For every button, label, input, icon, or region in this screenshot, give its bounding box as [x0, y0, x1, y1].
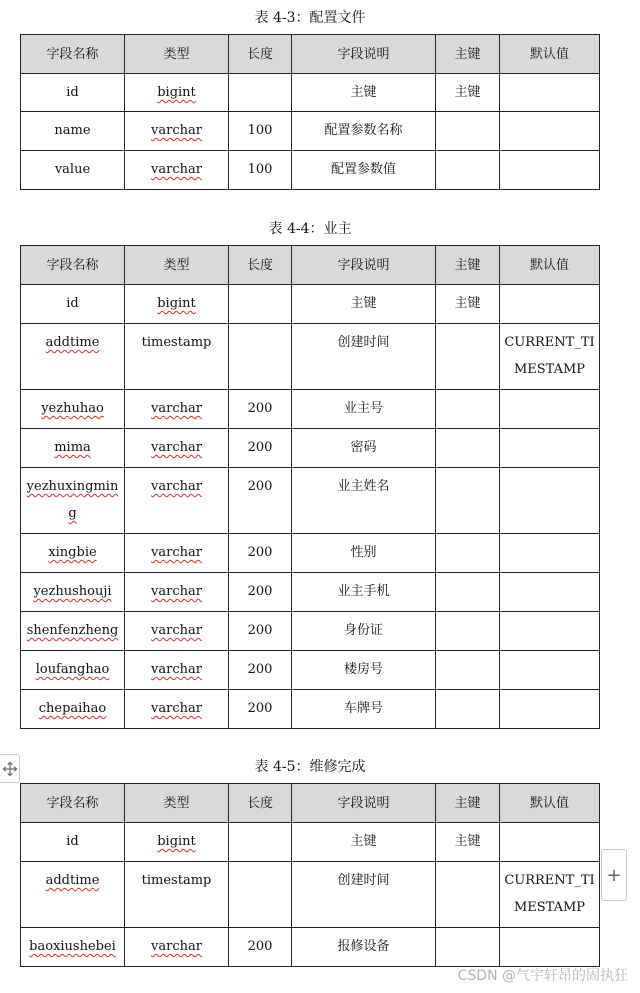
cell-text: 创建时间 — [337, 873, 390, 888]
cell-text: 主键 — [454, 834, 481, 849]
cell-primary-key — [436, 928, 500, 967]
cell-text: 业主手机 — [337, 584, 390, 599]
cell-field-name — [21, 573, 125, 612]
cell-primary-key — [436, 112, 500, 151]
cell-length — [229, 573, 292, 612]
cell-text: 身份证 — [343, 623, 383, 638]
cell-description — [292, 390, 436, 429]
cell-length — [229, 690, 292, 729]
cell-text: addtime — [45, 335, 100, 350]
header-cell-type: 类型 — [125, 784, 229, 823]
cell-text: bigint — [157, 85, 196, 100]
cell-type — [125, 151, 229, 190]
header-cell-length: 长度 — [229, 246, 292, 285]
cell-primary-key — [436, 324, 500, 390]
cell-text: 业主号 — [343, 401, 383, 416]
header-cell-description: 字段说明 — [292, 35, 436, 74]
cell-default-value — [500, 112, 600, 151]
table-row — [21, 690, 600, 729]
table-header-row — [21, 246, 600, 285]
cell-description — [292, 612, 436, 651]
cell-description — [292, 112, 436, 151]
cell-text: 报修设备 — [337, 939, 390, 954]
header-cell-field-name: 字段名称 — [21, 35, 125, 74]
cell-description — [292, 534, 436, 573]
cell-primary-key — [436, 429, 500, 468]
cell-text: 200 — [247, 440, 273, 455]
header-cell-description: 字段说明 — [292, 246, 436, 285]
cell-description — [292, 823, 436, 862]
cell-length — [229, 651, 292, 690]
cell-field-name — [21, 690, 125, 729]
table-row — [21, 862, 600, 928]
header-cell-default-value: 默认值 — [500, 246, 600, 285]
cell-field-name — [21, 651, 125, 690]
cell-primary-key — [436, 823, 500, 862]
cell-type — [125, 285, 229, 324]
table-row — [21, 573, 600, 612]
cell-field-name — [21, 429, 125, 468]
cell-text: 200 — [247, 401, 273, 416]
cell-text: 200 — [247, 662, 273, 677]
table-header-row — [21, 35, 600, 74]
cell-text: 密码 — [350, 440, 377, 455]
cell-text: 创建时间 — [337, 335, 390, 350]
cell-text: 楼房号 — [343, 662, 383, 677]
cell-length — [229, 862, 292, 928]
header-cell-field-name: 字段名称 — [21, 784, 125, 823]
cell-length — [229, 112, 292, 151]
cell-text: xingbie — [48, 545, 97, 560]
cell-primary-key — [436, 74, 500, 112]
watermark: CSDN @气宇轩昂的固执狂 — [457, 968, 628, 984]
cell-text: varchar — [151, 939, 202, 954]
cell-text: 主键 — [454, 296, 481, 311]
cell-description — [292, 651, 436, 690]
cell-text: 性别 — [350, 545, 377, 560]
cell-text: 200 — [247, 584, 273, 599]
cell-field-name — [21, 928, 125, 967]
header-cell-field-name: 字段名称 — [21, 246, 125, 285]
cell-type — [125, 612, 229, 651]
cell-text: bigint — [157, 296, 196, 311]
header-cell-length: 长度 — [229, 784, 292, 823]
cell-text: bigint — [157, 834, 196, 849]
table-row — [21, 112, 600, 151]
cell-type — [125, 690, 229, 729]
cell-text: 100 — [247, 123, 273, 138]
cell-primary-key — [436, 534, 500, 573]
cell-field-name — [21, 151, 125, 190]
cell-text: addtime — [45, 873, 100, 888]
cell-text: id — [66, 85, 79, 100]
cell-type — [125, 928, 229, 967]
cell-text: id — [66, 834, 79, 849]
cell-field-name — [21, 862, 125, 928]
cell-type — [125, 112, 229, 151]
cell-text: name — [54, 123, 91, 138]
cell-text: varchar — [151, 401, 202, 416]
cell-text: timestamp — [141, 335, 212, 350]
cell-primary-key — [436, 690, 500, 729]
header-cell-primary-key: 主键 — [436, 35, 500, 74]
cell-description — [292, 429, 436, 468]
cell-primary-key — [436, 285, 500, 324]
cell-primary-key — [436, 651, 500, 690]
cell-field-name — [21, 112, 125, 151]
cell-description — [292, 690, 436, 729]
header-cell-default-value: 默认值 — [500, 35, 600, 74]
cell-field-name — [21, 285, 125, 324]
cell-length — [229, 823, 292, 862]
cell-text: varchar — [151, 123, 202, 138]
cell-text: 主键 — [350, 834, 377, 849]
cell-field-name — [21, 390, 125, 429]
cell-text: 主键 — [350, 85, 377, 100]
header-cell-type: 类型 — [125, 246, 229, 285]
cell-type — [125, 468, 229, 534]
cell-text: 200 — [247, 939, 273, 954]
cell-description — [292, 573, 436, 612]
cell-default-value — [500, 390, 600, 429]
cell-description — [292, 151, 436, 190]
cell-text: 200 — [247, 545, 273, 560]
cell-text: value — [54, 162, 91, 177]
header-cell-default-value: 默认值 — [500, 784, 600, 823]
cell-default-value — [500, 151, 600, 190]
cell-type — [125, 534, 229, 573]
cell-primary-key — [436, 151, 500, 190]
cell-text: CURRENT_TIMESTAMP — [504, 873, 595, 915]
cell-text: timestamp — [141, 873, 212, 888]
cell-default-value — [500, 651, 600, 690]
cell-length — [229, 928, 292, 967]
cell-text: varchar — [151, 584, 202, 599]
cell-text: 配置参数值 — [330, 162, 396, 177]
cell-text: 100 — [247, 162, 273, 177]
cell-default-value — [500, 823, 600, 862]
cell-primary-key — [436, 573, 500, 612]
header-cell-primary-key: 主键 — [436, 246, 500, 285]
cell-default-value — [500, 324, 600, 390]
table-row — [21, 823, 600, 862]
table-row — [21, 468, 600, 534]
table-caption-4-4: 表 4-4：业主 — [268, 221, 352, 237]
cell-description — [292, 285, 436, 324]
cell-field-name — [21, 468, 125, 534]
cell-text: varchar — [151, 479, 202, 494]
cell-type — [125, 390, 229, 429]
cell-text: CURRENT_TIMESTAMP — [504, 335, 595, 377]
table-4-5 — [20, 783, 600, 967]
table-row — [21, 928, 600, 967]
cell-type — [125, 74, 229, 112]
table-row — [21, 612, 600, 651]
cell-default-value — [500, 690, 600, 729]
cell-text: varchar — [151, 545, 202, 560]
cell-text: 200 — [247, 479, 273, 494]
cell-description — [292, 324, 436, 390]
cell-text: baoxiushebei — [29, 939, 116, 954]
cell-length — [229, 534, 292, 573]
cell-field-name — [21, 324, 125, 390]
cell-type — [125, 862, 229, 928]
cell-description — [292, 74, 436, 112]
cell-field-name — [21, 74, 125, 112]
cell-field-name — [21, 612, 125, 651]
cell-length — [229, 285, 292, 324]
cell-type — [125, 823, 229, 862]
cell-length — [229, 429, 292, 468]
table-header-row — [21, 784, 600, 823]
cell-text: 主键 — [454, 85, 481, 100]
table-row — [21, 390, 600, 429]
cell-type — [125, 651, 229, 690]
add-row-button[interactable]: + — [601, 849, 627, 901]
cell-field-name — [21, 823, 125, 862]
table-row — [21, 429, 600, 468]
cell-length — [229, 612, 292, 651]
cell-text: shenfenzheng — [26, 623, 119, 638]
table-row — [21, 324, 600, 390]
cell-text: mima — [54, 440, 91, 455]
table-row — [21, 74, 600, 112]
cell-text: loufanghao — [35, 662, 110, 677]
cell-text: 车牌号 — [343, 701, 383, 716]
cell-default-value — [500, 928, 600, 967]
cell-text: yezhushouji — [33, 584, 112, 599]
cell-text: 200 — [247, 701, 273, 716]
cell-type — [125, 573, 229, 612]
cell-primary-key — [436, 468, 500, 534]
cell-default-value — [500, 74, 600, 112]
cell-text: yezhuxingming — [26, 479, 119, 521]
cell-text: 200 — [247, 623, 273, 638]
cell-primary-key — [436, 862, 500, 928]
header-cell-primary-key: 主键 — [436, 784, 500, 823]
cell-description — [292, 928, 436, 967]
cell-text: varchar — [151, 440, 202, 455]
table-row — [21, 651, 600, 690]
cell-text: varchar — [151, 162, 202, 177]
cell-text: varchar — [151, 662, 202, 677]
cell-default-value — [500, 429, 600, 468]
cell-text: 业主姓名 — [337, 479, 390, 494]
cell-text: varchar — [151, 623, 202, 638]
cell-default-value — [500, 612, 600, 651]
table-4-3 — [20, 34, 600, 190]
table-row — [21, 285, 600, 324]
header-cell-length: 长度 — [229, 35, 292, 74]
cell-type — [125, 429, 229, 468]
cell-description — [292, 468, 436, 534]
cell-text: id — [66, 296, 79, 311]
cell-default-value — [500, 862, 600, 928]
cell-text: chepaihao — [38, 701, 107, 716]
cell-text: 主键 — [350, 296, 377, 311]
cell-primary-key — [436, 390, 500, 429]
table-4-4 — [20, 245, 600, 729]
table-caption-4-5: 表 4-5：维修完成 — [254, 759, 366, 775]
cell-length — [229, 468, 292, 534]
table-row — [21, 534, 600, 573]
move-arrows-icon — [2, 761, 18, 777]
cell-field-name — [21, 534, 125, 573]
table-row — [21, 151, 600, 190]
cell-text: 配置参数名称 — [324, 123, 403, 138]
header-cell-description: 字段说明 — [292, 784, 436, 823]
cell-primary-key — [436, 612, 500, 651]
cell-length — [229, 324, 292, 390]
cell-description — [292, 862, 436, 928]
cell-default-value — [500, 534, 600, 573]
cell-text: yezhuhao — [41, 401, 104, 416]
cell-length — [229, 74, 292, 112]
header-cell-type: 类型 — [125, 35, 229, 74]
cell-type — [125, 324, 229, 390]
cell-default-value — [500, 468, 600, 534]
cell-length — [229, 151, 292, 190]
table-move-handle[interactable] — [0, 754, 20, 783]
table-caption-4-3: 表 4-3：配置文件 — [254, 10, 366, 26]
cell-default-value — [500, 285, 600, 324]
cell-default-value — [500, 573, 600, 612]
cell-text: varchar — [151, 701, 202, 716]
cell-length — [229, 390, 292, 429]
